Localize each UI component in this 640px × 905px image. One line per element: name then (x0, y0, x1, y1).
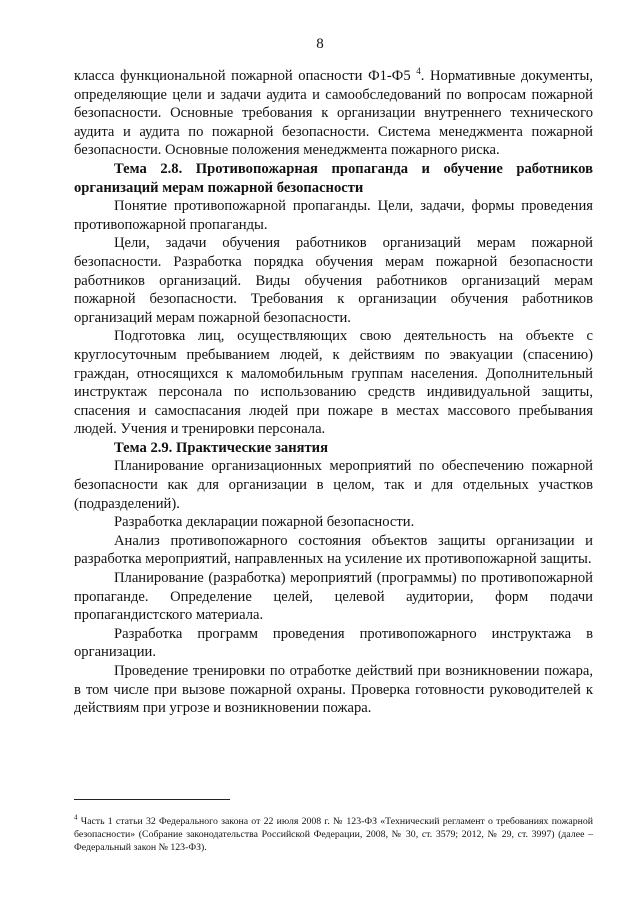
intro-text-part1: класса функциональной пожарной опасности Ф1-Ф5 (74, 68, 411, 84)
footnote-reference[interactable]: 4 (416, 66, 421, 77)
footnote-number: 4 (74, 813, 78, 822)
topic-2-8-paragraph: Понятие противопожарной пропаганды. Цели, задачи, формы проведения противопожарной пропаганды. (74, 198, 593, 233)
topic-2-8-heading: Тема 2.8. Противопожарная пропаганда и обучение работников организаций мерам пожарной безопасности (74, 160, 593, 196)
topic-2-8-paragraph: Цели, задачи обучения работников организаций мерам пожарной безопасности. Разработка порядка обучения мерам пожарной безопасности работников организаций. Виды обучения работников организаций мерам пожарной безопасности. Требования к организации обучения работников организаций мерам пожарной безопасности. (74, 235, 593, 326)
intro-text-part2: . Нормативные документы, определяющие цели и задачи аудита и самообследований по вопросам пожарной безопасности. Основные требования к организации внутреннего технического аудита и аудита по пожарной безопасности. Система менеджмента пожарной безопасности. Основные положения менеджмента пожарного риска. (74, 68, 594, 159)
topic-2-9-paragraph: Планирование (разработка) мероприятий (программы) по противопожарной пропаганде. Определение целей, целевой аудитории, форм подачи пропагандистского материала. (74, 570, 593, 624)
topic-2-9-paragraph: Разработка декларации пожарной безопасности. (114, 514, 415, 531)
topic-2-9-heading: Тема 2.9. Практические занятия (114, 439, 328, 456)
page-number: 8 (316, 36, 324, 52)
topic-2-9-paragraph: Анализ противопожарного состояния объектов защиты организации и разработка мероприятий, направленных на усиление их противопожарной защиты. (74, 532, 593, 568)
topic-2-9-paragraph: Проведение тренировки по отработке действий при возникновении пожара, в том числе при вызове пожарной охраны. Проверка готовности руководителей к действиям при угрозе и возникновении пожара. (74, 663, 593, 717)
footnote-divider (74, 799, 230, 800)
footnote-text: Часть 1 статьи 32 Федерального закона от 22 июля 2008 г. № 123-ФЗ «Технический регламент о требованиях пожарной безопасности» (Собрание законодательства Российской Федерации, 2008, № 30, ст. 3579; 2012, № 29, ст. 3997) (далее – Федеральный закон № 123-ФЗ). (74, 815, 593, 854)
topic-2-8-paragraph: Подготовка лиц, осуществляющих свою деятельность на объекте с круглосуточным пребыванием людей, к действиям по эвакуации (спасению) граждан, относящихся к маломобильным группам населения. Дополнительный инструктаж персонала по использованию средств индивидуальной защиты, спасения и самоспасания людей при пожаре в местах массового пребывания людей. Учения и тренировки персонала. (74, 328, 593, 438)
topic-2-9-paragraph: Разработка программ проведения противопожарного инструктажа в организации. (74, 625, 593, 661)
topic-2-9-paragraph: Планирование организационных мероприятий по обеспечению пожарной безопасности как для организации в целом, так и для отдельных участков (подразделений). (74, 458, 593, 512)
footnote (74, 815, 593, 855)
page-content (74, 67, 593, 718)
intro-paragraph (74, 67, 593, 160)
